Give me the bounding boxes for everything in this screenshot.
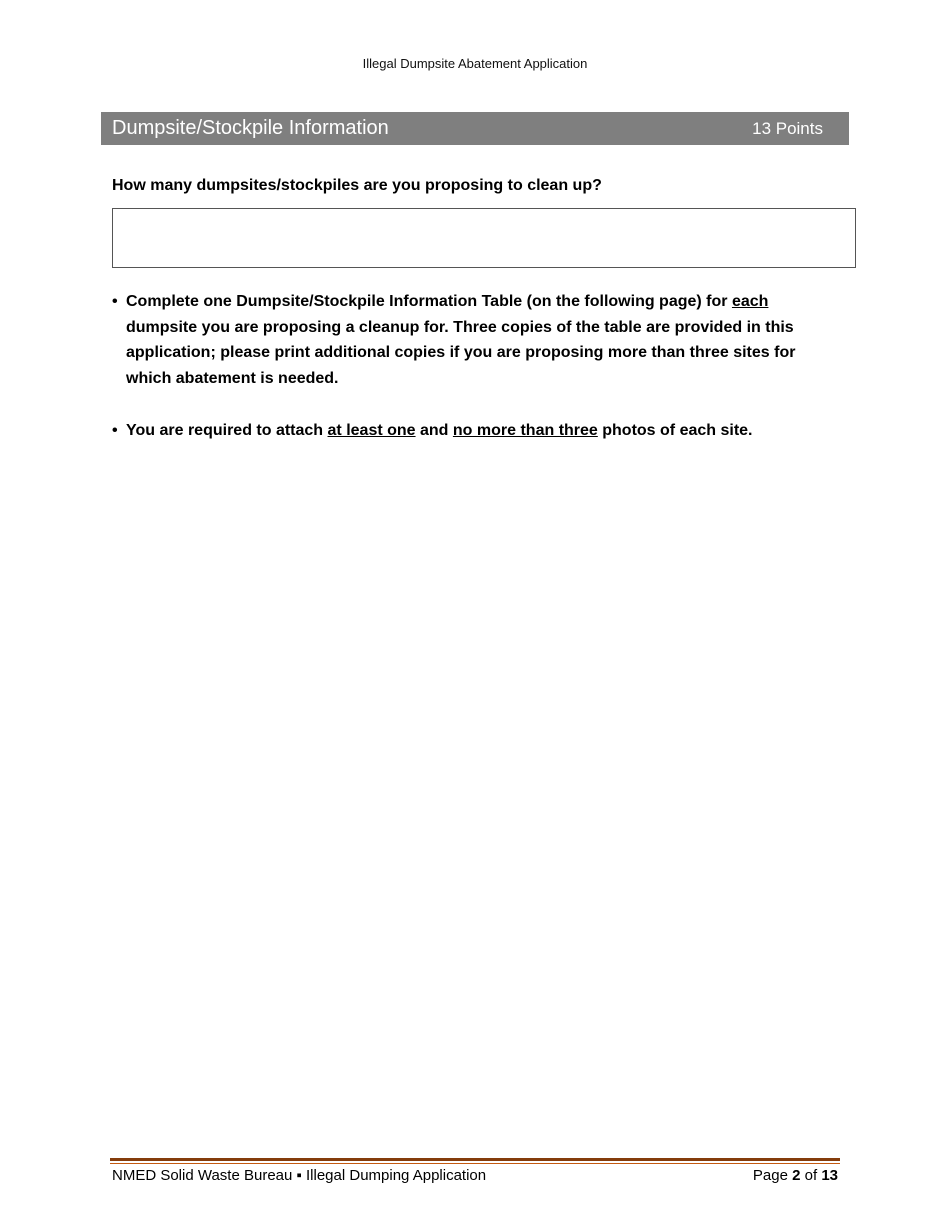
bullet-dot: •: [112, 293, 118, 310]
emphasis-at-least-one: at least one: [327, 422, 416, 439]
bullet-dot: •: [112, 422, 118, 439]
footer-page-number: Page 2 of 13: [752, 1167, 838, 1184]
instruction-bullet-photos: [112, 418, 842, 444]
page-header: Illegal Dumpsite Abatement Application: [362, 56, 588, 71]
instruction-text: Complete one Dumpsite/Stockpile Information Table (on the following page) for each dumpsite you are proposing a cleanup for. Three copies of the table are provided in this application; please print additional copies if you are proposing more than three sites for which abatement is needed.: [126, 293, 796, 387]
section-points: 13 Points: [752, 118, 823, 138]
instruction-text: You are required to attach at least one and no more than three photos of each site.: [126, 422, 753, 439]
section-header-bar: [101, 112, 849, 145]
footer-divider-thin: [110, 1163, 840, 1164]
dumpsite-count-question: How many dumpsites/stockpiles are you proposing to clean up?: [112, 177, 602, 194]
total-pages: 13: [821, 1167, 838, 1184]
dumpsite-count-answer-field[interactable]: [112, 208, 856, 268]
footer-divider: [110, 1158, 840, 1161]
instruction-bullet-table: [112, 289, 842, 391]
section-title: Dumpsite/Stockpile Information: [112, 117, 389, 139]
emphasis-no-more-than-three: no more than three: [452, 422, 598, 439]
emphasis-each: each: [731, 293, 769, 310]
current-page: 2: [792, 1167, 801, 1184]
footer-organization: NMED Solid Waste Bureau ▪ Illegal Dumping Application: [112, 1167, 487, 1184]
